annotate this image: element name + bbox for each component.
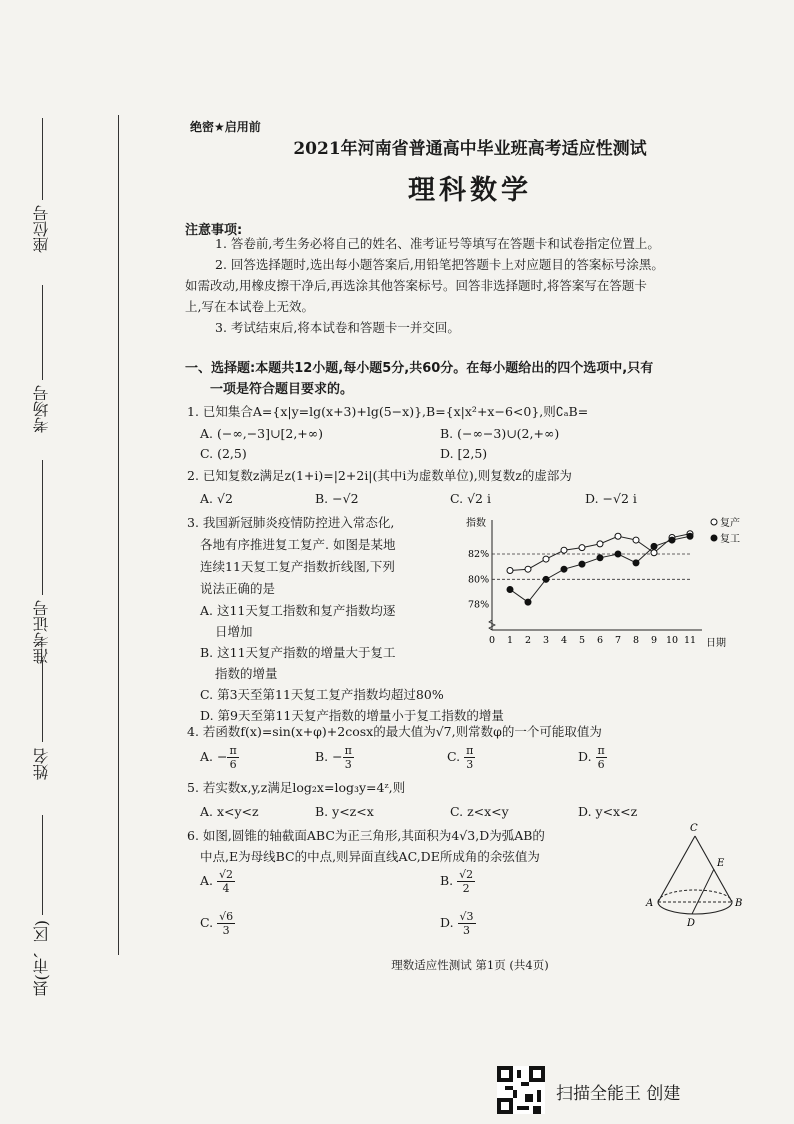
- note-2-cont2: 上,写在本试卷上无效。: [185, 299, 314, 314]
- q4-a-num: π: [229, 744, 237, 757]
- chart-y-tick-label: 82%: [468, 549, 490, 560]
- q3-option-a: A. 这11天复工指数和复产指数均逐: [200, 603, 396, 618]
- q4-d-den: 6: [597, 758, 605, 771]
- chart-point: [543, 576, 549, 582]
- chart-y-tick-label: 80%: [468, 574, 490, 586]
- q6-option-a: [200, 868, 235, 895]
- q6-c-den: 3: [222, 924, 230, 937]
- cone-point-c: C: [690, 823, 698, 834]
- chart-point: [651, 550, 657, 556]
- q6-c-prefix: C.: [200, 915, 214, 930]
- binding-line: [118, 115, 119, 955]
- q2-option-d: D. −√2 i: [585, 491, 637, 506]
- chart-y-tick-label: 78%: [468, 599, 490, 611]
- chart-point: [525, 566, 531, 572]
- name-rule: [42, 660, 43, 742]
- exam-room-label: 考场号: [32, 385, 51, 433]
- chart-x-tick-label: 6: [596, 635, 604, 646]
- q3-stem-3: 连续11天复工复产指数折线图,下列: [200, 559, 395, 574]
- q4-b-fraction: [343, 744, 354, 771]
- cone-point-e: E: [717, 858, 725, 869]
- ticket-rule: [42, 460, 43, 595]
- q3-option-b-cont: 指数的增量: [215, 666, 278, 681]
- q6-option-b: [440, 868, 475, 895]
- q1-option-a: A. (−∞,−3]∪[2,+∞): [200, 426, 324, 441]
- chart-point: [633, 537, 639, 543]
- chart-point: [561, 547, 567, 553]
- q4-a-den: 6: [229, 758, 237, 771]
- q6-stem-2: 中点,E为母线BC的中点,则异面直线AC,DE所成角的余弦值为: [200, 849, 540, 864]
- q2-option-c: C. √2 i: [450, 491, 491, 506]
- q2-option-a: A. √2: [200, 491, 233, 506]
- chart-x-tick-label: 5: [578, 635, 586, 646]
- q6-b-fraction: [457, 868, 475, 895]
- q6-d-num: √3: [459, 910, 474, 923]
- q6-c-num: √6: [219, 910, 234, 923]
- q4-d-num: π: [597, 744, 605, 757]
- cone-point-d: D: [687, 918, 696, 929]
- q3-stem-1: 3. 我国新冠肺炎疫情防控进入常态化,: [187, 515, 395, 530]
- seat-rule: [42, 118, 43, 200]
- chart-point: [597, 541, 603, 547]
- q3-stem-4: 说法正确的是: [200, 581, 276, 596]
- q5-option-c: C. z<x<y: [450, 804, 509, 819]
- ticket-label: 准考证号: [32, 600, 51, 664]
- q3-stem-2: 各地有序推进复工复产. 如图是某地: [200, 537, 396, 552]
- exam-room-rule: [42, 285, 43, 380]
- chart-point: [507, 567, 513, 573]
- q3-option-d: D. 第9天至第11天复产指数的增量小于复工指数的增量: [200, 708, 504, 723]
- q5-option-b: B. y<z<x: [315, 804, 374, 819]
- secret-mark: 绝密★启用前: [190, 120, 261, 134]
- chart-point: [561, 566, 567, 572]
- county-rule: [42, 815, 43, 915]
- q4-option-b: [315, 744, 354, 771]
- q6-a-fraction: [217, 868, 235, 895]
- chart-x-tick-label: 0: [488, 635, 496, 646]
- q4-a-fraction: [227, 744, 238, 771]
- q6-d-prefix: D.: [440, 915, 454, 930]
- name-label: 姓名: [32, 748, 51, 780]
- note-1: 1. 答卷前,考生务必将自己的姓名、准考证号等填写在答题卡和试卷指定位置上。: [215, 236, 660, 251]
- q6-c-fraction: [217, 910, 235, 937]
- q6-b-num: √2: [459, 868, 474, 881]
- chart-x-tick-label: 1: [506, 635, 514, 646]
- chart-point: [597, 555, 603, 561]
- q4-c-fraction: [464, 744, 475, 771]
- scanner-watermark: 扫描全能王 创建: [556, 1084, 681, 1104]
- index-line-chart: [462, 508, 752, 648]
- county-label: 县(市、区): [32, 920, 51, 997]
- q4-option-c: [447, 744, 475, 771]
- q4-stem: 4. 若函数f(x)=sin(x+φ)+2cosx的最大值为√7,则常数φ的一个可能取值为: [187, 724, 602, 739]
- q4-b-den: 3: [344, 758, 352, 771]
- cone-base-back: [658, 890, 732, 902]
- q6-option-d: [440, 910, 476, 937]
- q4-d-fraction: [596, 744, 607, 771]
- q3-option-a-cont: 日增加: [215, 624, 253, 639]
- note-2: 2. 回答选择题时,选出每小题答案后,用铅笔把答题卡上对应题目的答案标号涂黑。: [215, 257, 664, 272]
- q6-a-den: 4: [222, 882, 230, 895]
- q4-option-d: [578, 744, 607, 771]
- q4-b-prefix: B. −: [315, 749, 343, 764]
- q4-b-num: π: [344, 744, 352, 757]
- chart-point: [615, 533, 621, 539]
- chart-x-tick-label: 11: [683, 635, 697, 646]
- q4-d-prefix: D.: [578, 749, 592, 764]
- cone-figure: [640, 818, 770, 938]
- chart-x-tick-label: 9: [650, 635, 658, 646]
- chart-point: [633, 560, 639, 566]
- q2-stem: 2. 已知复数z满足z(1+i)=|2+2i|(其中i为虚数单位),则复数z的虚部为: [187, 468, 572, 483]
- chart-x-label: 日期: [706, 638, 726, 648]
- chart-point: [651, 543, 657, 549]
- q1-stem: 1. 已知集合A={x|y=lg(x+3)+lg(5−x)},B={x|x²+x−6<0},则∁ₐB=: [187, 404, 589, 419]
- chart-x-tick-label: 4: [560, 635, 568, 646]
- chart-x-tick-label: 10: [665, 635, 679, 646]
- qr-code-icon: [497, 1066, 545, 1114]
- q6-stem-1: 6. 如图,圆锥的轴截面ABC为正三角形,其面积为4√3,D为弧AB的: [187, 828, 545, 843]
- q4-c-den: 3: [466, 758, 474, 771]
- q3-option-c: C. 第3天至第11天复工复产指数均超过80%: [200, 687, 444, 702]
- q5-option-a: A. x<y<z: [200, 804, 259, 819]
- q2-option-b: B. −√2: [315, 491, 359, 506]
- note-2-cont: 如需改动,用橡皮擦干净后,再选涂其他答案标号。回答非选择题时,将答案写在答题卡: [185, 278, 647, 293]
- chart-point: [669, 537, 675, 543]
- section-heading: [185, 358, 780, 400]
- chart-point: [543, 556, 549, 562]
- chart-x-tick-label: 2: [524, 635, 532, 646]
- page-footer: 理数适应性测试 第1页 (共4页): [391, 958, 549, 972]
- q6-a-prefix: A.: [200, 873, 214, 888]
- chart-point: [507, 586, 513, 592]
- exam-title: 2021年河南省普通高中毕业班高考适应性测试: [293, 139, 647, 159]
- q6-d-fraction: [458, 910, 476, 937]
- cone-point-b: B: [735, 898, 743, 909]
- chart-point: [615, 551, 621, 557]
- q1-option-c: C. (2,5): [200, 446, 247, 461]
- q6-option-c: [200, 910, 235, 937]
- chart-x-tick-label: 3: [542, 635, 550, 646]
- chart-legend-marker: [711, 535, 717, 541]
- section-line-2: 一项是符合题目要求的。: [210, 382, 354, 397]
- chart-y-label: 指数: [466, 518, 486, 529]
- chart-point: [525, 599, 531, 605]
- chart-point: [579, 545, 585, 551]
- q6-b-prefix: B.: [440, 873, 454, 888]
- q5-option-d: D. y<x<z: [578, 804, 638, 819]
- q3-option-b: B. 这11天复产指数的增量大于复工: [200, 645, 396, 660]
- section-line-1: 一、选择题:本题共12小题,每小题5分,共60分。在每小题给出的四个选项中,只有: [185, 361, 654, 376]
- chart-legend-label: 复工: [720, 534, 740, 545]
- note-3: 3. 考试结束后,将本试卷和答题卡一并交回。: [215, 320, 460, 335]
- q1-option-b: B. (−∞−3)∪(2,+∞): [440, 426, 560, 441]
- chart-legend-label: 复产: [720, 518, 740, 529]
- chart-x-tick-label: 8: [632, 635, 640, 646]
- q4-a-prefix: A. −: [200, 749, 228, 764]
- chart-series-line: [510, 534, 690, 571]
- notes-heading: 注意事项:: [185, 223, 243, 238]
- q4-c-prefix: C.: [447, 749, 461, 764]
- chart-legend-marker: [711, 519, 717, 525]
- q5-stem: 5. 若实数x,y,z满足log₂x=log₃y=4ᶻ,则: [187, 780, 406, 795]
- subject-title: 理科数学: [408, 175, 532, 206]
- q1-option-d: D. [2,5): [440, 446, 488, 461]
- seat-label: 座位号: [32, 205, 51, 253]
- q6-b-den: 2: [462, 882, 470, 895]
- chart-point: [579, 561, 585, 567]
- cone-point-a: A: [646, 898, 654, 909]
- q4-c-num: π: [466, 744, 474, 757]
- q6-a-num: √2: [219, 868, 234, 881]
- q4-option-a: [200, 744, 239, 771]
- q6-d-den: 3: [463, 924, 471, 937]
- chart-point: [687, 533, 693, 539]
- chart-x-tick-label: 7: [614, 635, 622, 646]
